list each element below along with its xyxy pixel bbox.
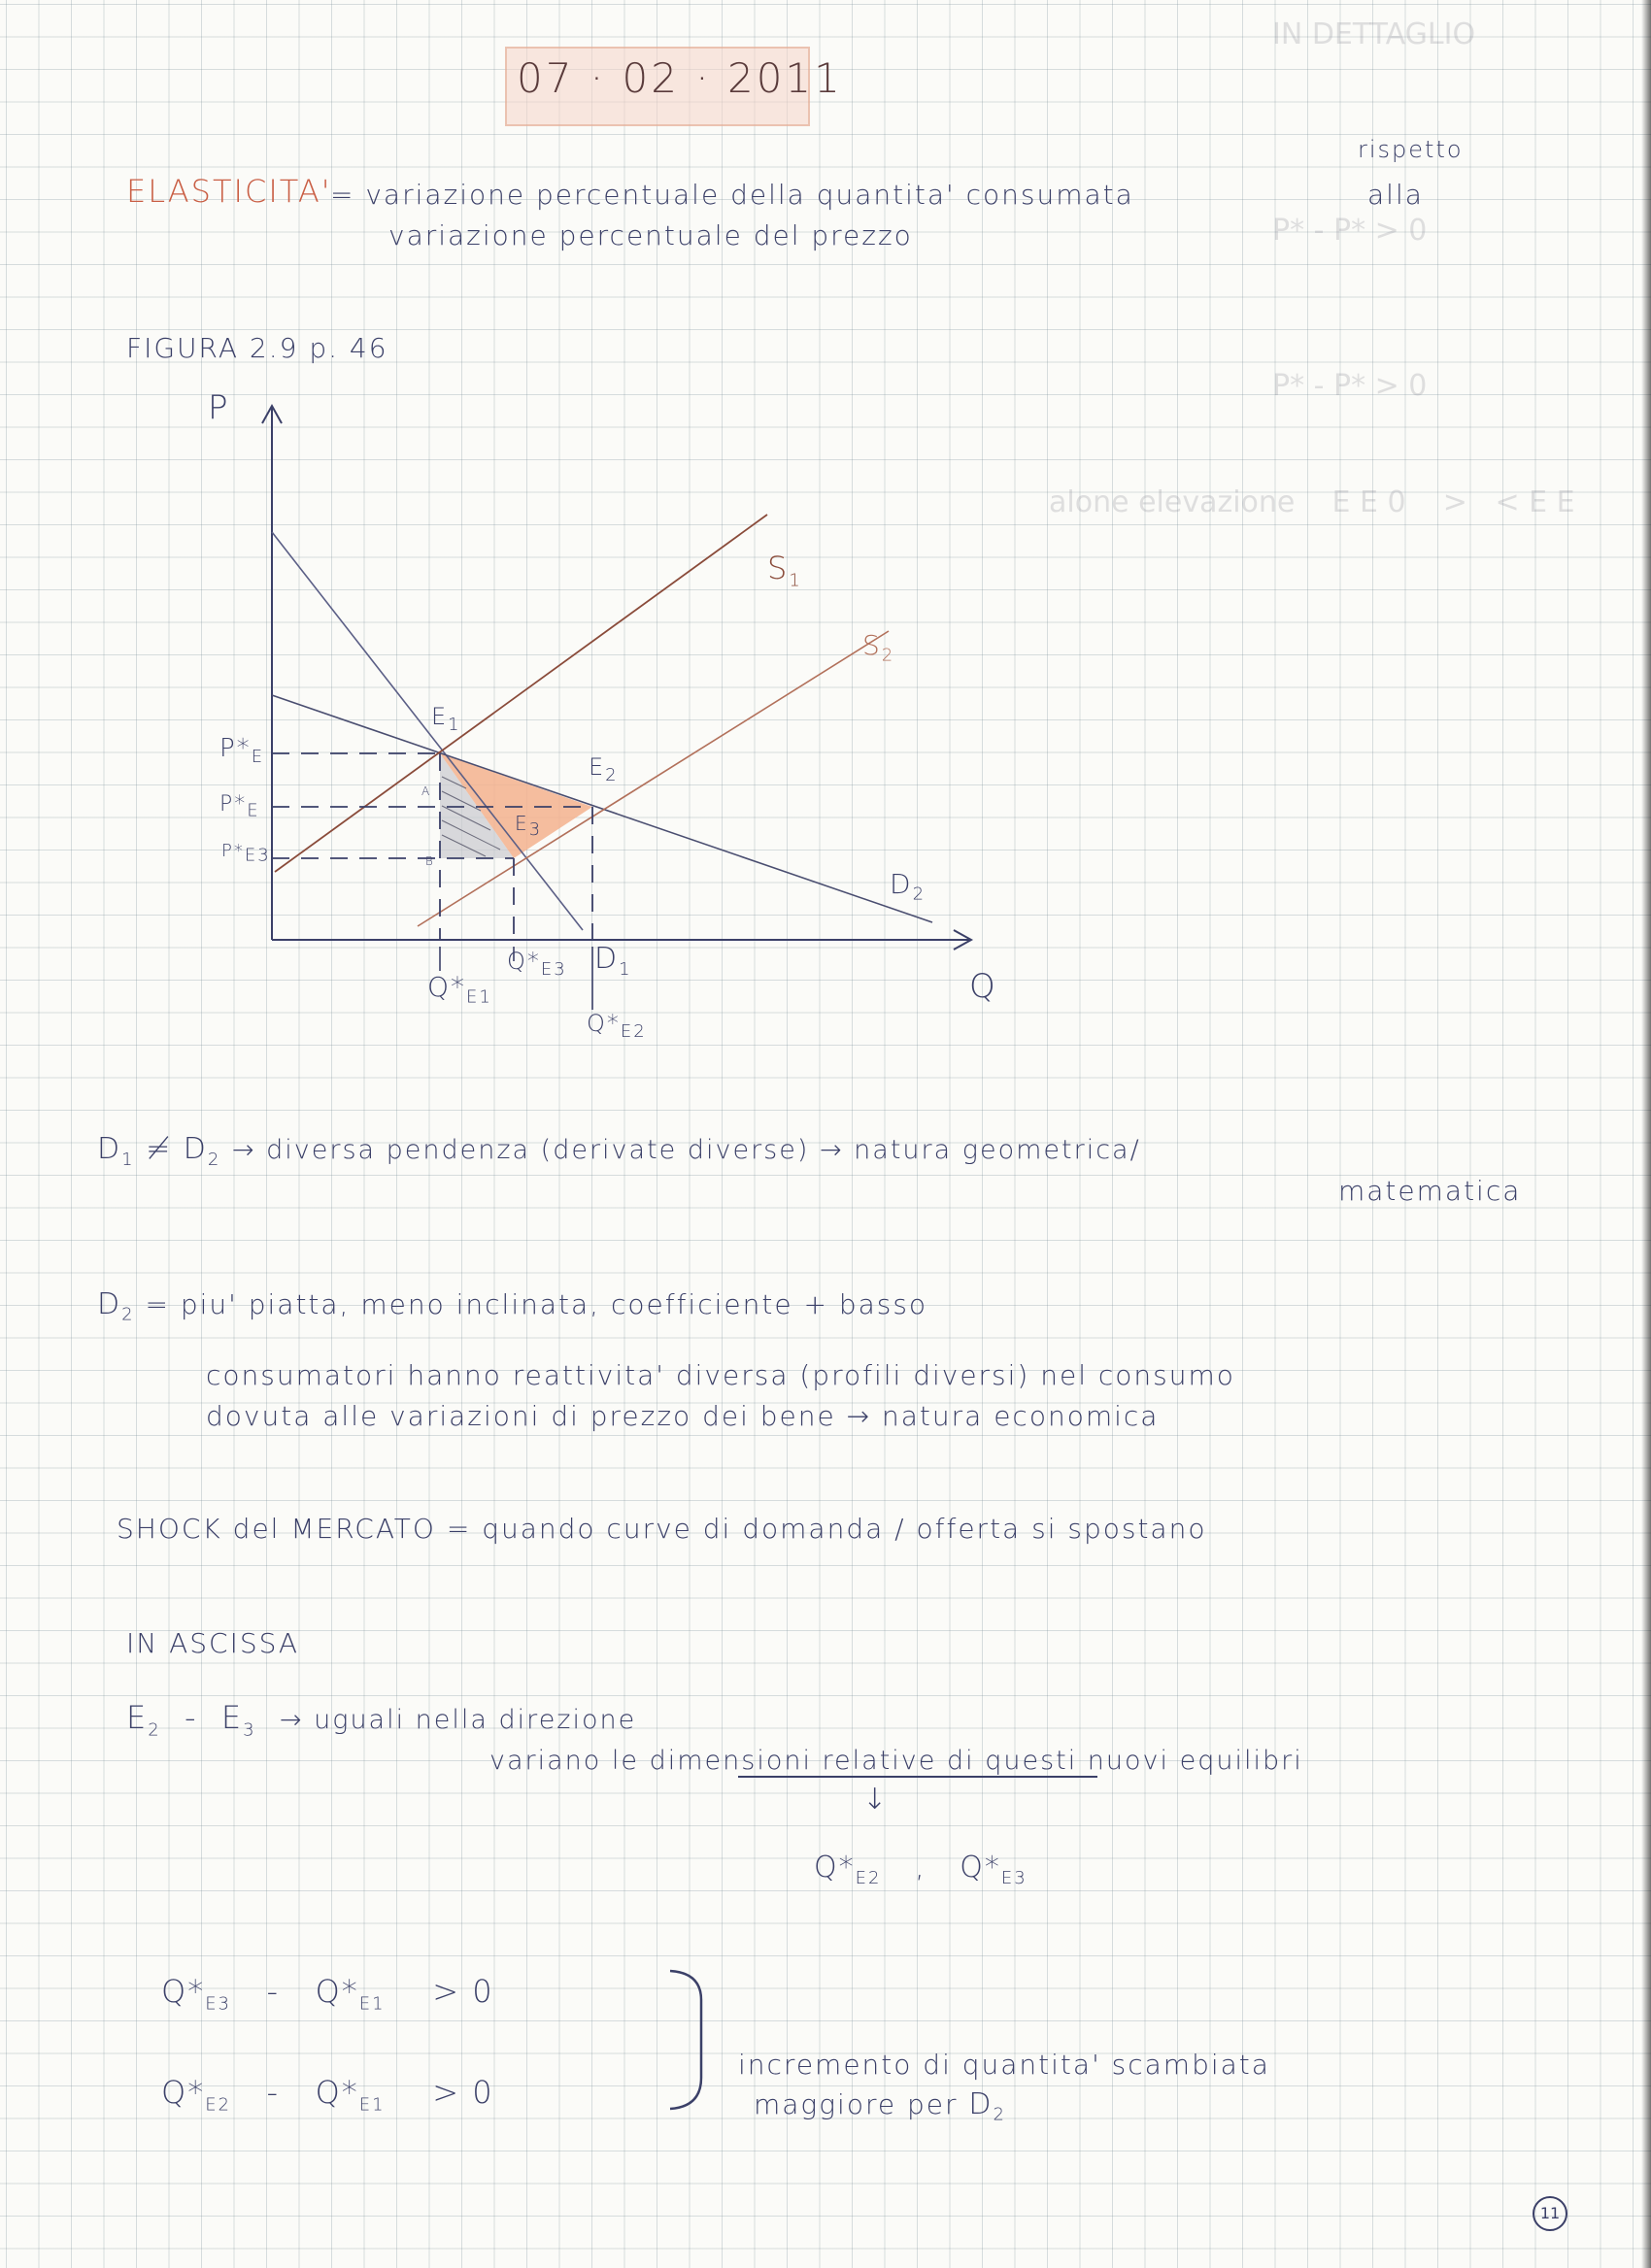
e2-e3-line: $E_2 - E_3$ → uguali nella direzione	[126, 1699, 637, 1741]
price-label-e1: $P*_E$	[219, 734, 265, 768]
price-label-e2: $P*_E$	[219, 792, 260, 821]
note-d2: $D_2 = piu'$ piatta, meno inclinata, coefficiente + basso	[97, 1287, 928, 1325]
q-pair: $Q*_{E2}$ , $Q*_{E3}$	[814, 1851, 1028, 1888]
note-d1-neq-d2-cont: matematica	[1338, 1175, 1522, 1207]
inequality-e3-e1: $Q*_{E3}$ - $Q*_{E1}$ > 0	[161, 1973, 494, 2015]
qty-label-e2: $Q*_{E2}$	[587, 1010, 647, 1042]
label-s1: $S_1$	[767, 550, 802, 591]
in-ascissa-heading: IN ASCISSA	[126, 1627, 300, 1659]
down-arrow: ↓	[862, 1783, 890, 1817]
bleed-through-text: P* - P* > 0	[1272, 214, 1428, 248]
date: 07 · 02 · 2011	[517, 54, 843, 102]
x-axis-label: Q	[969, 967, 997, 1006]
market-shock-definition: SHOCK del MERCATO = quando curve di domanda / offerta si spostano	[117, 1513, 1207, 1545]
page-number: 11	[1533, 2196, 1567, 2231]
qty-label-e1: $Q*_{E1}$	[427, 971, 492, 1008]
y-axis-label: P	[208, 388, 230, 427]
note-d1-neq-d2: $D_1 \ne D_2$ → diversa pendenza (derivate diverse) → natura geometrica/	[97, 1132, 1141, 1170]
label-e1: $E_1$	[431, 703, 461, 735]
demand-curve-d2	[272, 695, 932, 922]
conclusion-bracket	[670, 1971, 701, 2109]
label-d1: $D_1$	[594, 942, 632, 980]
definition-line-1: = variazione percentuale della quantita' consumata	[330, 179, 1134, 211]
label-e3: E3	[515, 812, 543, 840]
note-d2-line-2: consumatori hanno reattivita' diversa (profili diversi) nel consumo	[206, 1359, 1235, 1391]
demand-curve-d1	[272, 532, 583, 930]
region-b-label: B	[425, 854, 435, 868]
bleed-through-text: alone elevazione E E 0 > < E E	[1049, 485, 1575, 519]
figure-reference: FIGURA 2.9 p. 46	[126, 332, 388, 364]
price-label-e3: P*E3	[221, 841, 271, 866]
conclusion-line-1: incremento di quantita' scambiata	[738, 2049, 1270, 2081]
region-a-label: A	[421, 784, 432, 798]
definition-inserted-word: rispetto	[1358, 136, 1464, 163]
note-d2-line-3: dovuta alle variazioni di prezzo dei bene → natura economica	[206, 1400, 1160, 1432]
bleed-through-text: P* - P* > 0	[1272, 369, 1428, 403]
inequality-e2-e1: $Q*_{E2}$ - $Q*_{E1}$ > 0	[161, 2074, 494, 2116]
bleed-through-text: IN DETTAGLIO	[1272, 17, 1476, 51]
conclusion-line-2: maggiore per $D_2$	[754, 2087, 1006, 2125]
e2-e3-line-2: variano le dimensioni relative di questi nuovi equilibri	[489, 1746, 1303, 1776]
label-s2: $S_2$	[862, 629, 895, 666]
label-e2: $E_2$	[589, 753, 619, 785]
definition-line-2: variazione percentuale del prezzo	[388, 219, 913, 251]
elasticity-term: ELASTICITA'	[126, 173, 332, 210]
definition-line-1-end: alla	[1367, 179, 1424, 211]
page-edge-shadow	[1641, 0, 1651, 2268]
qty-label-e3: $Q*_{E3}$	[507, 948, 567, 980]
label-d2: $D_2$	[890, 868, 927, 905]
